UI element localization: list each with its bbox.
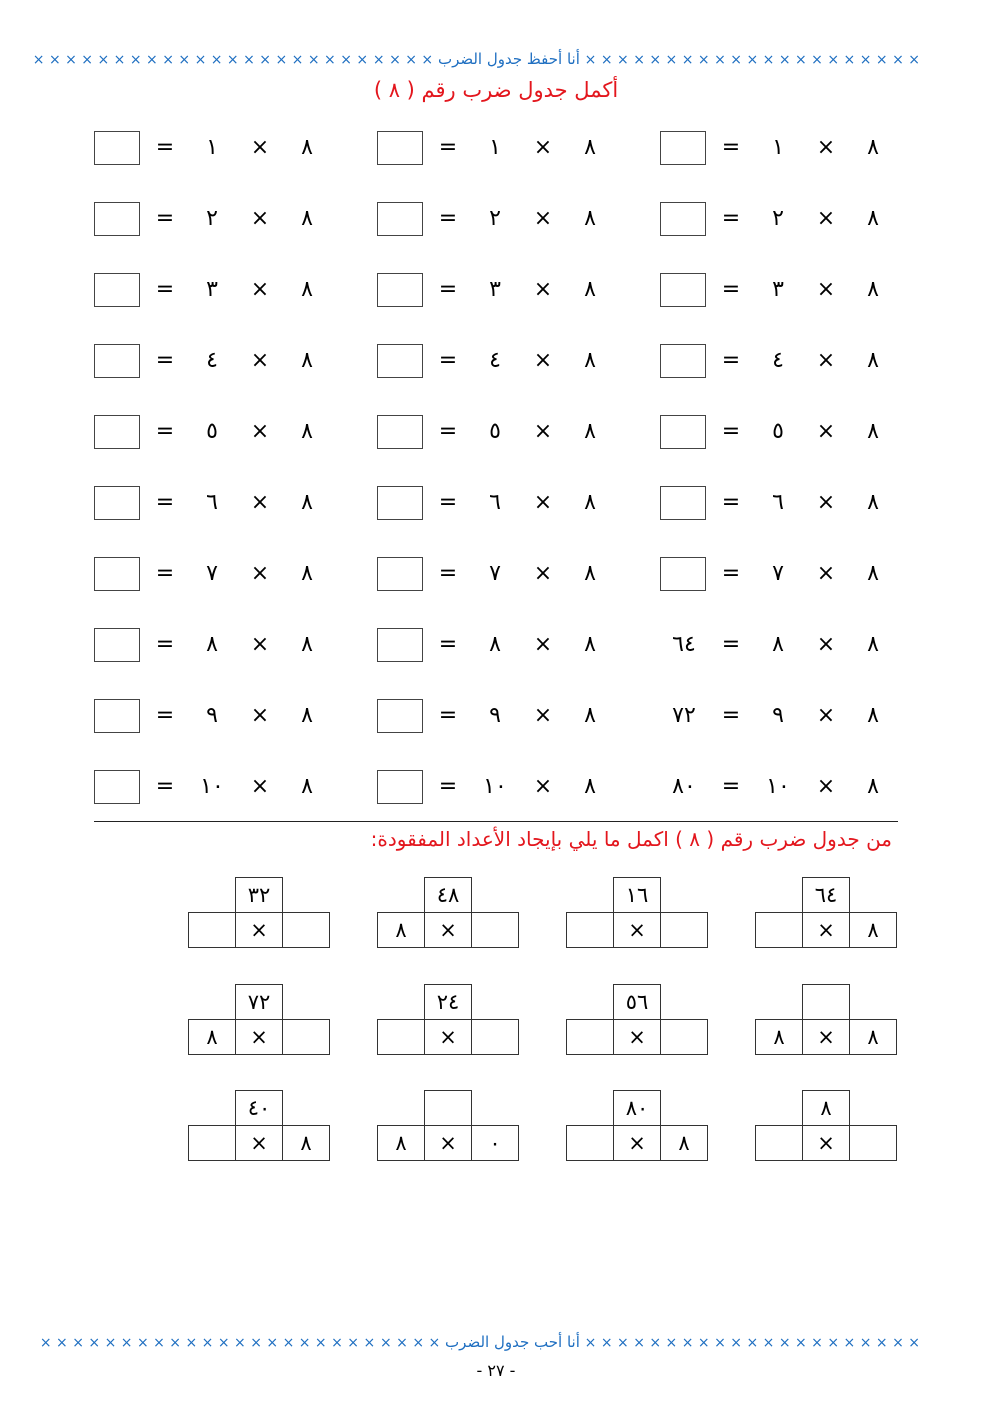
equals-sign: = [721, 277, 741, 302]
product-cell: ٢٤ [424, 984, 472, 1020]
equals-sign: = [721, 135, 741, 160]
answer-box[interactable] [660, 344, 706, 378]
factor-left-cell: ٨ [377, 1125, 425, 1161]
x-row-right: × × × × × × × × × × × × × × × × × × × × × [584, 1335, 920, 1351]
times-sign: × [816, 490, 836, 515]
multiplicand: ٨ [301, 277, 313, 302]
times-sign: × [533, 490, 553, 515]
multiplier: ٨ [772, 632, 784, 657]
times-sign: × [250, 206, 270, 231]
multiplier: ٤ [206, 348, 218, 373]
times-cell: × [424, 912, 472, 948]
times-sign: × [533, 703, 553, 728]
answer-box[interactable] [377, 486, 423, 520]
factor-left-cell[interactable] [377, 1019, 425, 1055]
multiplicand: ٨ [584, 135, 596, 160]
times-sign: × [533, 206, 553, 231]
answer-box[interactable] [660, 131, 706, 165]
times-sign: × [533, 632, 553, 657]
multiplicand: ٨ [867, 277, 879, 302]
multiplicand: ٨ [867, 490, 879, 515]
multiplicand: ٨ [867, 703, 879, 728]
bottom-header-text: أنا أحب جدول الضرب [445, 1333, 580, 1351]
equals-sign: = [438, 774, 458, 799]
bottom-header [39, 1333, 920, 1351]
times-cell: × [613, 1019, 661, 1055]
multiplier: ٦ [206, 490, 218, 515]
multiplier: ١٠ [200, 774, 224, 799]
times-cell: × [235, 1019, 283, 1055]
equals-sign: = [438, 277, 458, 302]
multiplier: ٣ [489, 277, 501, 302]
answer-box[interactable] [377, 131, 423, 165]
multiplicand: ٨ [584, 703, 596, 728]
times-sign: × [250, 348, 270, 373]
times-sign: × [250, 490, 270, 515]
answer-box[interactable] [377, 415, 423, 449]
multiplier: ٧ [772, 561, 784, 586]
multiplier: ١ [489, 135, 501, 160]
multiplicand: ٨ [867, 135, 879, 160]
top-header-text: أنا أحفظ جدول الضرب [437, 50, 580, 68]
multiplicand: ٨ [867, 632, 879, 657]
x-row-right: × × × × × × × × × × × × × × × × × × × × × [584, 52, 920, 68]
factor-left-cell[interactable] [755, 1125, 803, 1161]
answer-box[interactable] [94, 202, 140, 236]
answer-box[interactable] [660, 557, 706, 591]
multiplicand: ٨ [584, 419, 596, 444]
factor-right-cell: ٨ [660, 1125, 708, 1161]
equals-sign: = [438, 703, 458, 728]
times-sign: × [533, 277, 553, 302]
factor-right-cell: ٨ [849, 1019, 897, 1055]
equals-sign: = [721, 774, 741, 799]
times-sign: × [533, 348, 553, 373]
times-cell: × [802, 1125, 850, 1161]
factor-left-cell[interactable] [566, 912, 614, 948]
answer-box[interactable] [94, 273, 140, 307]
product-cell: ٥٦ [613, 984, 661, 1020]
equals-sign: = [155, 419, 175, 444]
factor-right-cell[interactable] [282, 1019, 330, 1055]
multiplier: ٢ [489, 206, 501, 231]
factor-left-cell[interactable] [566, 1019, 614, 1055]
times-sign: × [250, 632, 270, 657]
equals-sign: = [155, 277, 175, 302]
equals-sign: = [721, 490, 741, 515]
product-cell: ٨٠ [613, 1090, 661, 1126]
times-sign: × [250, 703, 270, 728]
multiplicand: ٨ [867, 561, 879, 586]
times-sign: × [250, 419, 270, 444]
equals-sign: = [438, 135, 458, 160]
multiplicand: ٨ [584, 277, 596, 302]
multiplier: ١ [206, 135, 218, 160]
multiplicand: ٨ [301, 206, 313, 231]
factor-right-cell[interactable] [471, 1019, 519, 1055]
page-number: - ٢٧ - [476, 1361, 516, 1380]
times-sign: × [816, 632, 836, 657]
times-sign: × [816, 561, 836, 586]
multiplicand: ٨ [584, 490, 596, 515]
equals-sign: = [155, 206, 175, 231]
factor-right-cell[interactable] [660, 1019, 708, 1055]
equals-sign: = [721, 561, 741, 586]
multiplicand: ٨ [867, 206, 879, 231]
multiplicand: ٨ [584, 561, 596, 586]
times-cell: × [424, 1019, 472, 1055]
answer-box[interactable] [377, 344, 423, 378]
multiplicand: ٨ [301, 348, 313, 373]
multiplicand: ٨ [867, 419, 879, 444]
answer-box[interactable] [377, 202, 423, 236]
x-row-left: × × × × × × × × × × × × × × × × × × × × × [39, 1335, 376, 1351]
equals-sign: = [438, 632, 458, 657]
times-sign: × [816, 348, 836, 373]
multiplicand: ٨ [867, 774, 879, 799]
answer-box[interactable] [94, 415, 140, 449]
factor-right-cell: ٨ [282, 1125, 330, 1161]
answer-box[interactable] [94, 131, 140, 165]
multiplier: ٨ [206, 632, 218, 657]
answer-box[interactable] [660, 273, 706, 307]
multiplier: ١٠ [766, 774, 790, 799]
multiplicand: ٨ [301, 703, 313, 728]
times-sign: × [816, 774, 836, 799]
product-cell: ٦٤ [802, 877, 850, 913]
multiplicand: ٨ [867, 348, 879, 373]
multiplier: ٦ [489, 490, 501, 515]
times-sign: × [250, 277, 270, 302]
multiplier: ٢ [206, 206, 218, 231]
factor-left-cell: ٨ [755, 1019, 803, 1055]
x-row-mid: × × × × [372, 52, 434, 68]
equals-sign: = [438, 561, 458, 586]
answer-box[interactable] [377, 770, 423, 804]
multiplicand: ٨ [584, 206, 596, 231]
factor-left-cell[interactable] [188, 1125, 236, 1161]
product-cell: ١٦ [613, 877, 661, 913]
times-cell: × [802, 912, 850, 948]
answer-box[interactable] [94, 557, 140, 591]
times-cell: × [235, 1125, 283, 1161]
multiplier: ٨ [489, 632, 501, 657]
times-sign: × [533, 774, 553, 799]
factor-right-cell[interactable] [471, 912, 519, 948]
multiplier: ٩ [206, 703, 218, 728]
equals-sign: = [155, 703, 175, 728]
equals-sign: = [155, 348, 175, 373]
times-sign: × [250, 774, 270, 799]
multiplicand: ٨ [584, 774, 596, 799]
multiplicand: ٨ [584, 348, 596, 373]
times-sign: × [533, 135, 553, 160]
equals-sign: = [721, 348, 741, 373]
times-cell: × [235, 912, 283, 948]
times-sign: × [533, 419, 553, 444]
x-row-left: × × × × × × × × × × × × × × × × × × × × × [32, 52, 369, 68]
multiplier: ٥ [772, 419, 784, 444]
multiplier: ١ [772, 135, 784, 160]
section1-title: أكمل جدول ضرب رقم ( ٨ ) [373, 78, 619, 102]
product-cell: ٣٢ [235, 877, 283, 913]
answer-box[interactable] [377, 273, 423, 307]
times-cell: × [613, 1125, 661, 1161]
multiplier: ٧ [489, 561, 501, 586]
times-sign: × [816, 703, 836, 728]
factor-left-cell: ٨ [188, 1019, 236, 1055]
times-sign: × [816, 206, 836, 231]
answer-box[interactable] [94, 628, 140, 662]
times-sign: × [816, 419, 836, 444]
multiplier: ٩ [772, 703, 784, 728]
times-cell: × [424, 1125, 472, 1161]
times-cell: × [802, 1019, 850, 1055]
equals-sign: = [155, 632, 175, 657]
times-sign: × [250, 135, 270, 160]
section2-title: من جدول ضرب رقم ( ٨ ) اكمل ما يلي بإيجاد الأعداد المفقودة: [370, 827, 892, 851]
factor-right-cell[interactable] [282, 912, 330, 948]
multiplier: ٧ [206, 561, 218, 586]
equals-sign: = [155, 561, 175, 586]
multiplicand: ٨ [301, 419, 313, 444]
equals-sign: = [721, 419, 741, 444]
answer-box[interactable] [660, 202, 706, 236]
answer-box[interactable] [377, 557, 423, 591]
product-cell: ٧٢ [235, 984, 283, 1020]
multiplier: ٢ [772, 206, 784, 231]
factor-right-cell[interactable] [849, 1125, 897, 1161]
multiplicand: ٨ [301, 490, 313, 515]
times-sign: × [816, 135, 836, 160]
equals-sign: = [438, 206, 458, 231]
multiplier: ٥ [489, 419, 501, 444]
answer-box[interactable] [377, 628, 423, 662]
multiplier: ٩ [489, 703, 501, 728]
multiplier: ٥ [206, 419, 218, 444]
top-header [32, 50, 920, 68]
answer-box[interactable] [94, 344, 140, 378]
factor-left-cell[interactable] [755, 912, 803, 948]
multiplier: ٤ [489, 348, 501, 373]
answer-box[interactable] [94, 770, 140, 804]
multiplicand: ٨ [584, 632, 596, 657]
times-sign: × [816, 277, 836, 302]
multiplicand: ٨ [301, 135, 313, 160]
multiplier: ٤ [772, 348, 784, 373]
answer-box[interactable] [660, 486, 706, 520]
factor-left-cell[interactable] [566, 1125, 614, 1161]
times-cell: × [613, 912, 661, 948]
product-cell[interactable] [424, 1090, 472, 1126]
answer-box[interactable] [94, 699, 140, 733]
answer-box[interactable] [660, 415, 706, 449]
equals-sign: = [155, 490, 175, 515]
factor-left-cell[interactable] [188, 912, 236, 948]
multiplicand: ٨ [301, 561, 313, 586]
times-sign: × [250, 561, 270, 586]
answer-value: ٧٢ [672, 703, 696, 728]
x-row-mid: × × × × [379, 1335, 441, 1351]
answer-value: ٨٠ [672, 774, 696, 799]
multiplier: ١٠ [483, 774, 507, 799]
factor-left-cell: ٨ [377, 912, 425, 948]
product-cell: ٤٨ [424, 877, 472, 913]
product-cell: ٨ [802, 1090, 850, 1126]
product-cell[interactable] [802, 984, 850, 1020]
equals-sign: = [721, 206, 741, 231]
factor-right-cell[interactable] [660, 912, 708, 948]
equals-sign: = [155, 135, 175, 160]
multiplicand: ٨ [301, 774, 313, 799]
equals-sign: = [721, 632, 741, 657]
multiplier: ٣ [772, 277, 784, 302]
equals-sign: = [438, 490, 458, 515]
product-cell: ٤٠ [235, 1090, 283, 1126]
factor-right-cell: ٨ [849, 912, 897, 948]
answer-value: ٦٤ [672, 632, 696, 657]
multiplier: ٦ [772, 490, 784, 515]
times-sign: × [533, 561, 553, 586]
equals-sign: = [438, 348, 458, 373]
multiplicand: ٨ [301, 632, 313, 657]
answer-box[interactable] [94, 486, 140, 520]
equals-sign: = [155, 774, 175, 799]
equals-sign: = [438, 419, 458, 444]
answer-box[interactable] [377, 699, 423, 733]
divider [94, 821, 898, 822]
factor-right-cell: ٠ [471, 1125, 519, 1161]
multiplier: ٣ [206, 277, 218, 302]
equals-sign: = [721, 703, 741, 728]
